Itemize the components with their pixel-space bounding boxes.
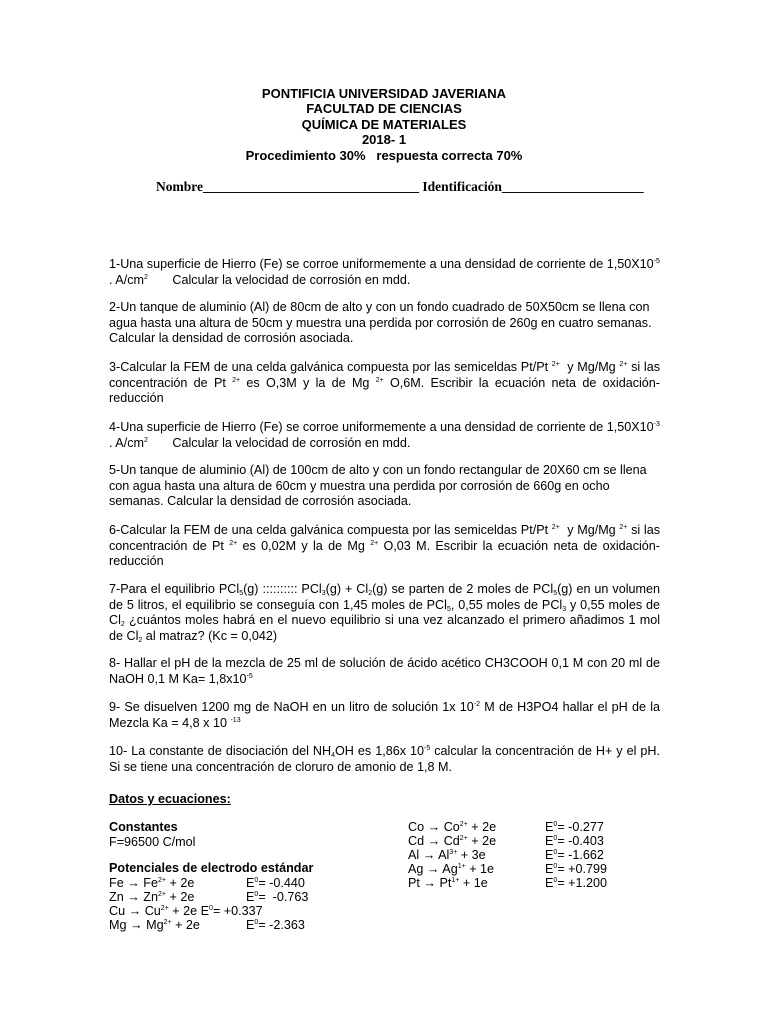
potential-cd-value: $E^0= -0.403$ <box>545 834 604 848</box>
question-5: 5-Un tanque de aluminio (Al) de 100cm de alto y con un fondo rectangular de 20X60 cm se llena con agua hasta una altura de 60cm y muestra una perdida por corrosión de 660g en ocho semanas. Calcular la densidad de corrosión asociada. <box>109 463 647 508</box>
potential-cu: $Cu \to Cu^{2+} + 2e$ $E^0= +0.337$ <box>109 904 263 918</box>
potential-al-value: $E^0= -1.662$ <box>545 848 604 862</box>
course-name: QUÍMICA DE MATERIALES <box>301 117 467 132</box>
potential-pt: $Pt \to Pt^{1+} + 1e$ <box>408 876 488 890</box>
question-1: 1-Una superficie de Hierro (Fe) se corroe uniformemente a una densidad de corriente de $1,50X10^{-5}$ . $A/cm^2$ Calcular la velocidad de corrosión en mdd. <box>109 257 660 287</box>
potential-mg: $Mg \to Mg^{2+} + 2e$ <box>109 918 200 932</box>
potential-co-value: $E^0= -0.277$ <box>545 820 604 834</box>
question-9: 9- Se disuelven 1200 mg de NaOH en un litro de solución 1x $10^{-2}$ M de H3PO4 hallar el pH de la Mezcla Ka = 4,8 x 10 $^{-13}$ <box>109 700 660 730</box>
potential-zn: $Zn \to Zn^{2+} + 2e$ <box>109 890 195 904</box>
question-4: 4-Una superficie de Hierro (Fe) se corroe uniformemente a una densidad de corriente de $1,50X10^{-3}$ . $A/cm^2$ Calcular la velocidad de corrosión en mdd. <box>109 420 660 450</box>
data-section-title: Datos y ecuaciones: <box>109 792 231 806</box>
term: 2018- 1 <box>361 132 407 147</box>
potential-al: $Al \to Al^{3+} + 3e$ <box>408 848 486 862</box>
question-3: 3-Calcular la FEM de una celda galvánica compuesta por las semiceldas Pt/Pt $^{2+}$ y Mg/Mg $^{2+}$ si las concentración de Pt $^{2+}$ es O,3M y la de Mg $^{2+}$ O,6M. Escribir la ecuación neta de oxidación-reducción <box>109 360 661 405</box>
potential-fe-value: $E^0= -0.440$ <box>246 876 305 890</box>
university-name: PONTIFICIA UNIVERSIDAD JAVERIANA <box>261 86 507 101</box>
name-id-field[interactable]: Nombre________________________________ Identificación_____________________ <box>156 179 644 194</box>
question-10: 10- La constante de disociación del $NH_4OH$ es 1,86x $10^{-5}$ calcular la concentración de H+ y el pH. Si se tiene una concentración de cloruro de amonio de 1,8 M. <box>109 744 660 774</box>
faraday-constant: F=96500 C/mol <box>109 835 196 849</box>
potential-pt-value: $E^0= +1.200$ <box>545 876 608 890</box>
potential-mg-value: $E^0= -2.363$ <box>246 918 305 932</box>
potential-zn-value: $E^0= -0.763$ <box>246 890 309 904</box>
potential-fe: $Fe \to Fe^{2+} + 2e$ <box>109 876 195 890</box>
question-6: 6-Calcular la FEM de una celda galvánica compuesta por las semiceldas Pt/Pt $^{2+}$ y Mg/Mg $^{2+}$ si las concentración de Pt $^{2+}$ es 0,02M y la de Mg $^{2+}$ O,03 M. Escribir la ecuación neta de oxidación-reducción <box>109 523 660 568</box>
question-2: 2-Un tanque de aluminio (Al) de 80cm de alto y con un fondo cuadrado de 50X50cm se llena con agua hasta una altura de 50cm y muestra una perdida por corrosión de 260g en cuatro semanas. Calcular la densidad de corrosión asociada. <box>109 300 652 345</box>
potential-cd: $Cd \to Cd^{2+} + 2e$ <box>408 834 497 848</box>
grading-scheme: Procedimiento 30% respuesta correcta 70% <box>245 148 523 163</box>
constants-title: Constantes <box>109 820 178 834</box>
potential-ag-value: $E^0= +0.799$ <box>545 862 608 876</box>
potentials-title: Potenciales de electrodo estándar <box>109 861 314 875</box>
question-8: 8- Hallar el pH de la mezcla de 25 ml de solución de ácido acético CH3COOH 0,1 M con 20 ml de NaOH 0,1 M $Ka= 1,8x10^{-5}$ <box>109 656 660 686</box>
potential-ag: $Ag \to Ag^{1+} + 1e$ <box>408 862 495 876</box>
potential-co: $Co \to Co^{2+} + 2e$ <box>408 820 497 834</box>
faculty-name: FACULTAD DE CIENCIAS <box>306 101 462 116</box>
question-7: 7-Para el equilibrio PCl$_5$(g) :::::::::: $PCl_3(g) + Cl_2(g)$ se parten de 2 moles de PCl$_5$(g) en un volumen de 5 litros, el equilibrio se conseguía con 1,45 moles de PCl$_5$, 0,55 moles de PCl$_3$ y 0,55 moles de $Cl_2$ ¿cuántos moles habrá en el nuevo equilibrio si una vez alcanzado el primero añadimos 1 mol de $Cl_2$ al matraz? (Kc = 0,042) <box>109 582 661 644</box>
